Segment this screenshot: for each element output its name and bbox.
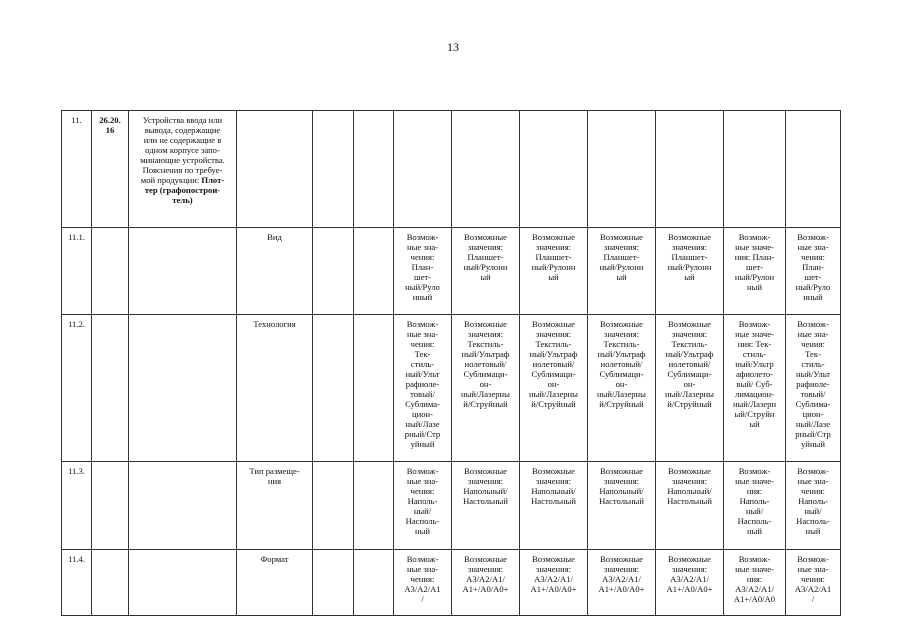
value-cell: Возможные значения: Напольный/ Настольный [588,462,656,550]
value-cell: Возможные значения: Текстиль- ный/Ультраф иолетовый/ Сублимаци- он- ный/Лазерны й/Струйный [588,315,656,462]
value-cell [588,111,656,228]
value-cell: Возмож- ные значе- ния: Тек- стиль- ный/Ультр афиолето- вый/ Суб- лимацион- ный/Лазерн ый/Струйн ый [724,315,786,462]
empty-cell [92,315,129,462]
value-cell [656,111,724,228]
empty-cell [313,462,354,550]
characteristics-table [61,110,841,616]
empty-cell [354,462,394,550]
value-cell: Возмож- ные зна- чения: Наполь- ный/ Насполь- ный [786,462,841,550]
table-row [62,228,841,315]
value-cell: Возмож- ные зна- чения: А3/А2/А1 / [786,550,841,616]
value-cell: Возмож- ные зна- чения: А3/А2/А1 / [394,550,452,616]
empty-cell [92,228,129,315]
table-row [62,111,841,228]
value-cell: Возможные значения: Напольный/ Настольный [656,462,724,550]
value-cell: Возмож- ные зна- чения: План- шет- ный/Руло нный [394,228,452,315]
product-description: Устройства ввода или вывода, содержащие или не содержащие в одном корпусе запо- минающие устройства. Пояснения по требуе- мой продукции: [140,115,225,185]
value-cell [452,111,520,228]
value-cell: Возмож- ные зна- чения: Тек- стиль- ный/Ульт рафиоле- товый/ Сублима- цион- ный/Лазе рный/Стр уйный [786,315,841,462]
value-cell [724,111,786,228]
value-cell: Возможные значения: Текстиль- ный/Ультраф иолетовый/ Сублимаци- он- ный/Лазерны й/Струйный [452,315,520,462]
value-cell: Возмож- ные значе- ния: Наполь- ный/ Насполь- ный [724,462,786,550]
value-cell: Возмож- ные значе- ния: План- шет- ный/Рулон ный [724,228,786,315]
page-number: 13 [447,40,459,54]
table-row [62,462,841,550]
empty-cell [129,462,237,550]
empty-cell [129,228,237,315]
value-cell: Возмож- ные зна- чения: План- шет- ный/Руло нный [786,228,841,315]
characteristic-name: Тип размеще- ния [237,462,313,550]
value-cell: Возможные значения: Напольный/ Настольный [452,462,520,550]
value-cell: Возмож- ные зна- чения: Тек- стиль- ный/Ульт рафиоле- товый/ Сублима- цион- ный/Лазе рный/Стр уйный [394,315,452,462]
characteristic-name: Вид [237,228,313,315]
row-number: 11.4. [62,550,92,616]
value-cell: Возможные значения: Планшет- ный/Рулонн ый [452,228,520,315]
empty-cell [313,315,354,462]
value-cell: Возможные значения: А3/А2/А1/ А1+/А0/А0+ [520,550,588,616]
empty-cell [129,315,237,462]
table-row [62,315,841,462]
value-cell: Возможные значения: А3/А2/А1/ А1+/А0/А0+ [588,550,656,616]
empty-cell [92,462,129,550]
value-cell: Возможные значения: А3/А2/А1/ А1+/А0/А0+ [452,550,520,616]
value-cell: Возмож- ные зна- чения: Наполь- ный/ Насполь- ный [394,462,452,550]
empty-cell [313,111,354,228]
table-row [62,550,841,616]
row-number: 11. [62,111,92,228]
value-cell: Возможные значения: Напольный/ Настольный [520,462,588,550]
empty-cell [92,550,129,616]
value-cell: Возможные значения: Планшет- ный/Рулонн ый [588,228,656,315]
value-cell [520,111,588,228]
value-cell: Возможные значения: Планшет- ный/Рулонн ый [520,228,588,315]
value-cell [394,111,452,228]
empty-cell [354,550,394,616]
row-number: 11.3. [62,462,92,550]
value-cell: Возможные значения: Текстиль- ный/Ультраф иолетовый/ Сублимаци- он- ный/Лазерны й/Струйный [656,315,724,462]
value-cell [786,111,841,228]
value-cell: Возмож- ные значе- ния: А3/А2/А1/ А1+/А0/А0 [724,550,786,616]
product-name [129,111,237,228]
empty-cell [313,228,354,315]
characteristic-name: Технология [237,315,313,462]
empty-cell [129,550,237,616]
characteristic-name: Формат [237,550,313,616]
row-number: 11.2. [62,315,92,462]
characteristic-name [237,111,313,228]
empty-cell [354,315,394,462]
product-name-bold: Плот- тер (графопострои- тель) [144,175,225,205]
empty-cell [354,228,394,315]
empty-cell [313,550,354,616]
okpd-code: 26.20. 16 [92,111,129,228]
value-cell: Возможные значения: А3/А2/А1/ А1+/А0/А0+ [656,550,724,616]
empty-cell [354,111,394,228]
value-cell: Возможные значения: Планшет- ный/Рулонн ый [656,228,724,315]
row-number: 11.1. [62,228,92,315]
value-cell: Возможные значения: Текстиль- ный/Ультраф иолетовый/ Сублимаци- он- ный/Лазерны й/Струйный [520,315,588,462]
